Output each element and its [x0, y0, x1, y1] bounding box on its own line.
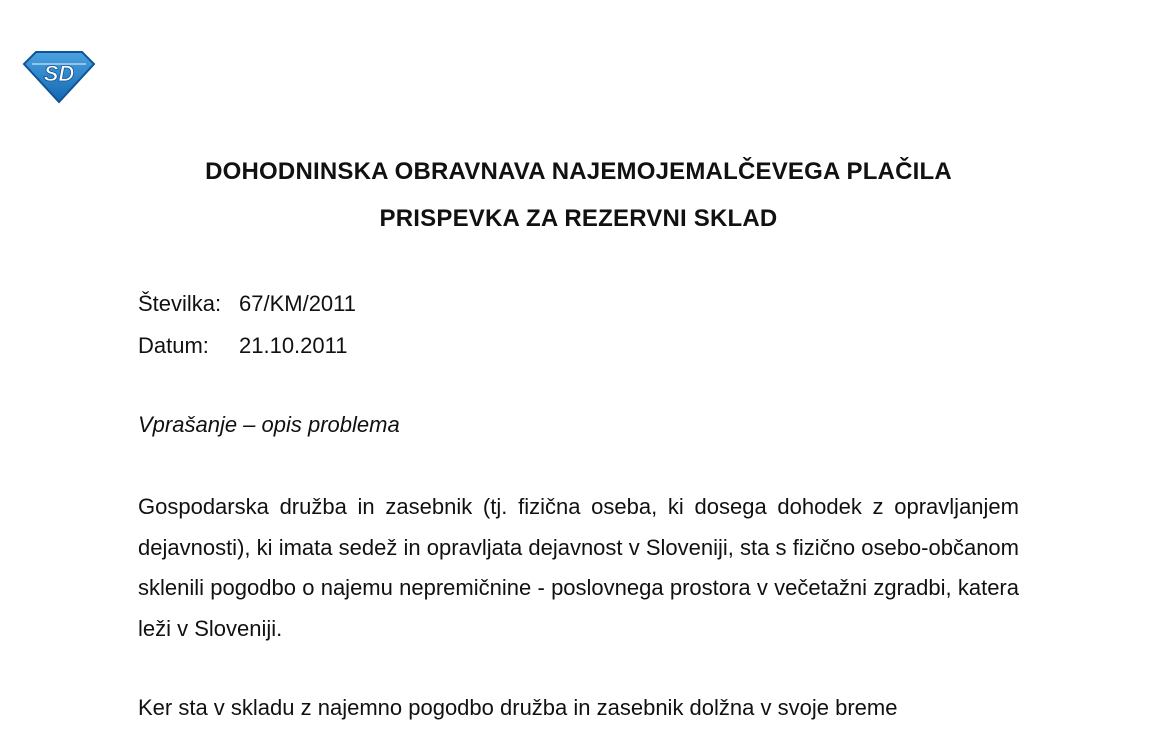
- number-label: Številka:: [138, 291, 222, 316]
- document-title-line-2: PRISPEVKA ZA REZERVNI SKLAD: [379, 205, 778, 232]
- logo-text: SD: [43, 61, 75, 86]
- number-value: 67/KM/2011: [239, 291, 357, 316]
- number-row: [138, 291, 356, 317]
- paragraph-1: Gospodarska družba in zasebnik (tj. fizična oseba, ki dosega dohodek z opravljanjem dejavnosti), ki imata sedež in opravljata dejavnost v Sloveniji, sta s fizično osebo-občanom sklenili pogodbo o najemu nepremičnine - poslovnega prostora v večetažni zgradbi, katera leži v Sloveniji.: [138, 494, 1019, 641]
- date-label: Datum:: [138, 333, 209, 358]
- date-value: 21.10.2011: [239, 333, 348, 358]
- document-title-line-1: DOHODNINSKA OBRAVNAVA NAJEMOJEMALČEVEGA PLAČILA: [205, 158, 952, 185]
- question-heading: Vprašanje – opis problema: [138, 412, 400, 437]
- sd-shield-logo-icon: [22, 48, 96, 104]
- paragraph-2: Ker sta v skladu z najemno pogodbo družba in zasebnik dolžna v svoje breme: [138, 695, 898, 720]
- date-row: [138, 333, 347, 359]
